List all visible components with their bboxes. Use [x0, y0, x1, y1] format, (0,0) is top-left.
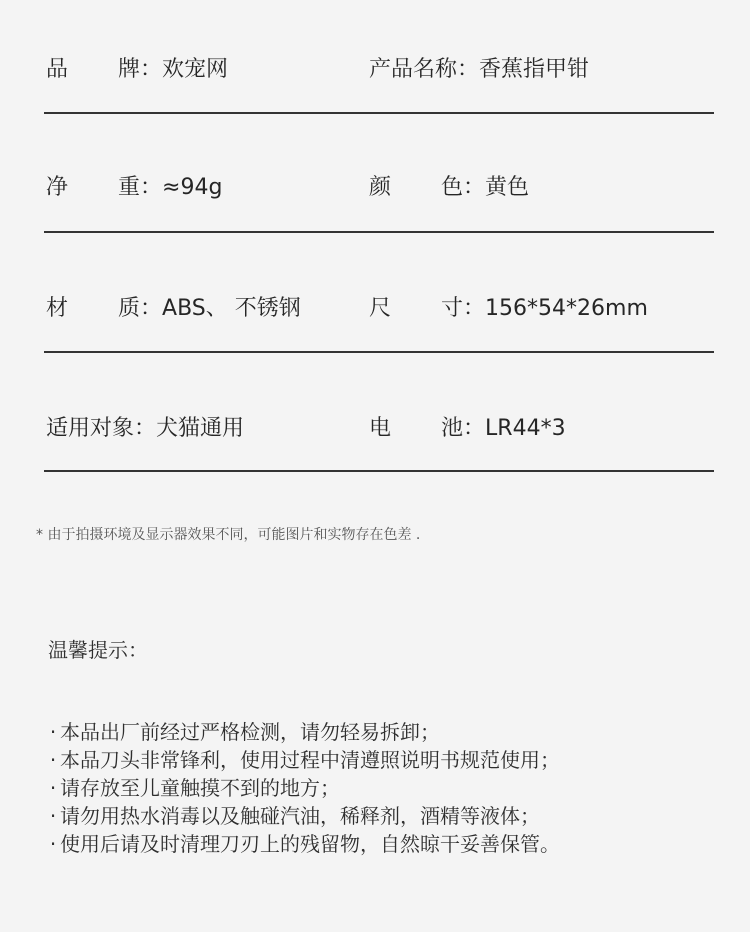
color-disclaimer: * 由于拍摄环境及显示器效果不同，可能图片和实物存在色差 . [36, 527, 421, 543]
spec-label-part: 颜 [369, 175, 392, 200]
spec-label-part: 尺 [369, 296, 392, 321]
spec-label-part: 质 [118, 296, 141, 321]
spec-colon: ： [140, 175, 163, 200]
spec-value: 黄色 [485, 175, 530, 200]
spec-product-name [369, 50, 589, 90]
spec-weight [46, 168, 222, 208]
spec-colon: ： [140, 57, 163, 82]
spec-material [46, 289, 301, 329]
spec-label-part: 电 [369, 416, 392, 441]
spec-label-part: 重 [118, 175, 141, 200]
bullet: · [49, 776, 57, 800]
bullet: · [49, 804, 57, 828]
spec-value: 欢宠网 [162, 57, 229, 82]
tip-text: 使用后请及时清理刀刃上的残留物，自然晾干妥善保管。 [60, 832, 560, 856]
spec-applicable [46, 409, 244, 449]
spec-value: 香蕉指甲钳 [479, 57, 590, 82]
spec-row-applicable [44, 409, 714, 449]
spec-label: 适用对象 [46, 416, 135, 441]
spec-label-part: 寸 [441, 296, 464, 321]
bullet: · [49, 832, 57, 856]
tip-item [46, 830, 560, 858]
spec-value: ≈94g [162, 175, 223, 200]
spec-label-part: 品 [46, 57, 69, 82]
spec-value: LR44*3 [485, 416, 566, 441]
tip-item [46, 746, 560, 774]
spec-colon: ： [463, 416, 486, 441]
spec-row-weight [44, 168, 714, 208]
spec-value: 犬猫通用 [156, 416, 245, 441]
spec-colon: ： [463, 175, 486, 200]
tips-title: 温馨提示： [48, 638, 148, 662]
tip-text: 本品刀头非常锋利，使用过程中清遵照说明书规范使用； [60, 748, 560, 772]
spec-colon: ： [140, 296, 163, 321]
bullet: · [49, 720, 57, 744]
spec-label-part: 色 [441, 175, 464, 200]
spec-row-material [44, 289, 714, 329]
divider [44, 112, 714, 114]
spec-label-part: 牌 [118, 57, 141, 82]
spec-size [369, 289, 648, 329]
tips-list [46, 718, 560, 858]
spec-colon: ： [457, 57, 480, 82]
spec-label: 产品名称 [369, 57, 458, 82]
tip-text: 请存放至儿童触摸不到的地方； [60, 776, 340, 800]
tip-item [46, 802, 560, 830]
divider [44, 231, 714, 233]
tip-item [46, 718, 560, 746]
spec-label-part: 净 [46, 175, 69, 200]
spec-battery [369, 409, 566, 449]
spec-brand [46, 50, 228, 90]
spec-value: ABS、 不锈钢 [162, 296, 301, 321]
tip-text: 请勿用热水消毒以及触碰汽油，稀释剂，酒精等液体； [60, 804, 540, 828]
spec-colon: ： [134, 416, 157, 441]
tip-text: 本品出厂前经过严格检测，请勿轻易拆卸； [60, 720, 440, 744]
spec-colon: ： [463, 296, 486, 321]
spec-value: 156*54*26mm [485, 296, 648, 321]
spec-label-part: 材 [46, 296, 69, 321]
spec-label-part: 池 [441, 416, 464, 441]
tip-item [46, 774, 560, 802]
divider [44, 470, 714, 472]
spec-color [369, 168, 529, 208]
spec-row-brand [44, 50, 714, 90]
bullet: · [49, 748, 57, 772]
divider [44, 351, 714, 353]
